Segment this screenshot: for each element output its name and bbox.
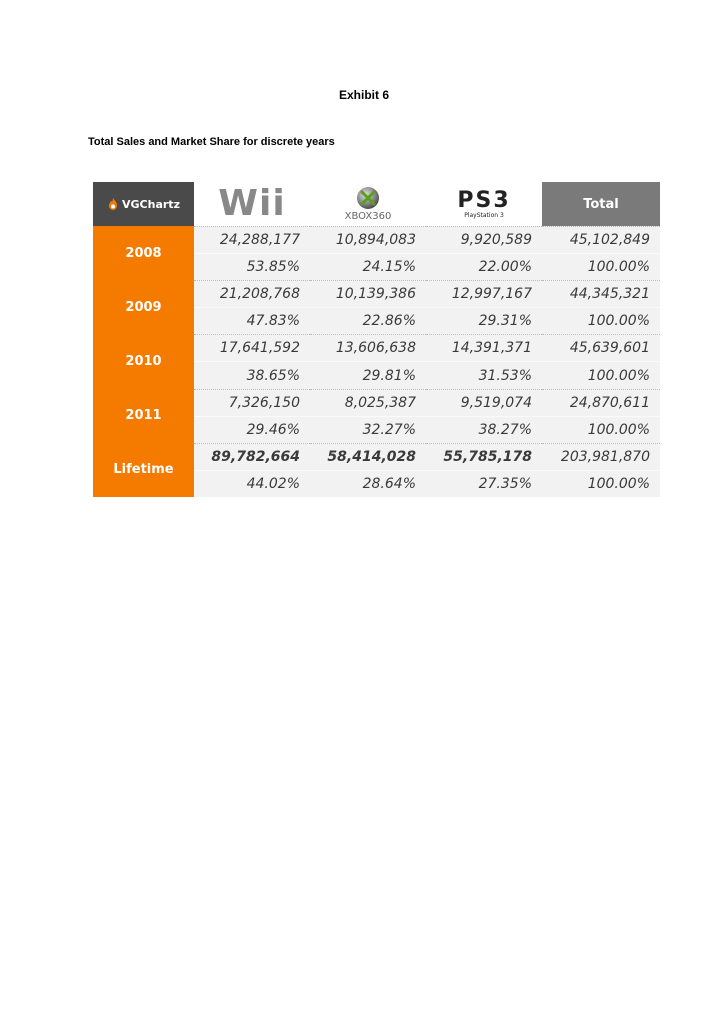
xbox360-label: XBOX360 bbox=[344, 211, 392, 222]
share-cell: 44.02% bbox=[194, 470, 310, 497]
row-label: 2008 bbox=[93, 226, 194, 280]
column-header-ps3 bbox=[426, 182, 542, 226]
share-cell: 100.00% bbox=[542, 307, 660, 334]
sales-cell: 45,102,849 bbox=[542, 226, 660, 253]
share-cell: 24.15% bbox=[310, 253, 426, 280]
share-cell: 100.00% bbox=[542, 470, 660, 497]
sales-cell: 9,519,074 bbox=[426, 389, 542, 416]
sales-cell: 58,414,028 bbox=[310, 443, 426, 470]
column-header-wii bbox=[194, 182, 310, 226]
share-cell: 100.00% bbox=[542, 416, 660, 443]
share-cell: 27.35% bbox=[426, 470, 542, 497]
share-cell: 22.00% bbox=[426, 253, 542, 280]
column-header-total: Total bbox=[542, 182, 660, 226]
sales-cell: 9,920,589 bbox=[426, 226, 542, 253]
share-cell: 47.83% bbox=[194, 307, 310, 334]
share-cell: 29.31% bbox=[426, 307, 542, 334]
sales-cell: 44,345,321 bbox=[542, 280, 660, 307]
column-header-xbox360 bbox=[310, 182, 426, 226]
share-cell: 29.46% bbox=[194, 416, 310, 443]
sales-cell: 8,025,387 bbox=[310, 389, 426, 416]
sales-cell: 7,326,150 bbox=[194, 389, 310, 416]
row-label: 2010 bbox=[93, 334, 194, 388]
sales-cell: 55,785,178 bbox=[426, 443, 542, 470]
sales-cell: 24,870,611 bbox=[542, 389, 660, 416]
ps3-sublabel: PlayStation 3 bbox=[464, 211, 504, 219]
share-cell: 38.27% bbox=[426, 416, 542, 443]
share-cell: 100.00% bbox=[542, 361, 660, 388]
sales-cell: 10,139,386 bbox=[310, 280, 426, 307]
sales-cell: 89,782,664 bbox=[194, 443, 310, 470]
sales-share-table bbox=[93, 182, 660, 497]
flame-icon bbox=[107, 197, 119, 211]
sales-cell: 17,641,592 bbox=[194, 334, 310, 361]
share-cell: 32.27% bbox=[310, 416, 426, 443]
share-cell: 53.85% bbox=[194, 253, 310, 280]
sales-cell: 12,997,167 bbox=[426, 280, 542, 307]
share-cell: 38.65% bbox=[194, 361, 310, 388]
sales-cell: 45,639,601 bbox=[542, 334, 660, 361]
wii-logo: Wii bbox=[218, 183, 286, 224]
brand-label: VGChartz bbox=[122, 197, 180, 211]
sales-cell: 24,288,177 bbox=[194, 226, 310, 253]
share-cell: 100.00% bbox=[542, 253, 660, 280]
share-cell: 22.86% bbox=[310, 307, 426, 334]
table-subtitle: Total Sales and Market Share for discrete years bbox=[88, 136, 335, 148]
exhibit-title: Exhibit 6 bbox=[338, 88, 389, 102]
sales-cell: 14,391,371 bbox=[426, 334, 542, 361]
row-label: 2011 bbox=[93, 389, 194, 443]
share-cell: 29.81% bbox=[310, 361, 426, 388]
share-cell: 31.53% bbox=[426, 361, 542, 388]
ps3-logo: PS3 bbox=[457, 187, 511, 213]
xbox-sphere-icon bbox=[356, 186, 380, 210]
row-label: Lifetime bbox=[93, 443, 194, 497]
sales-cell: 13,606,638 bbox=[310, 334, 426, 361]
sales-cell: 21,208,768 bbox=[194, 280, 310, 307]
sales-cell: 203,981,870 bbox=[542, 443, 660, 470]
vgchartz-logo bbox=[93, 182, 194, 226]
share-cell: 28.64% bbox=[310, 470, 426, 497]
sales-cell: 10,894,083 bbox=[310, 226, 426, 253]
row-label: 2009 bbox=[93, 280, 194, 334]
